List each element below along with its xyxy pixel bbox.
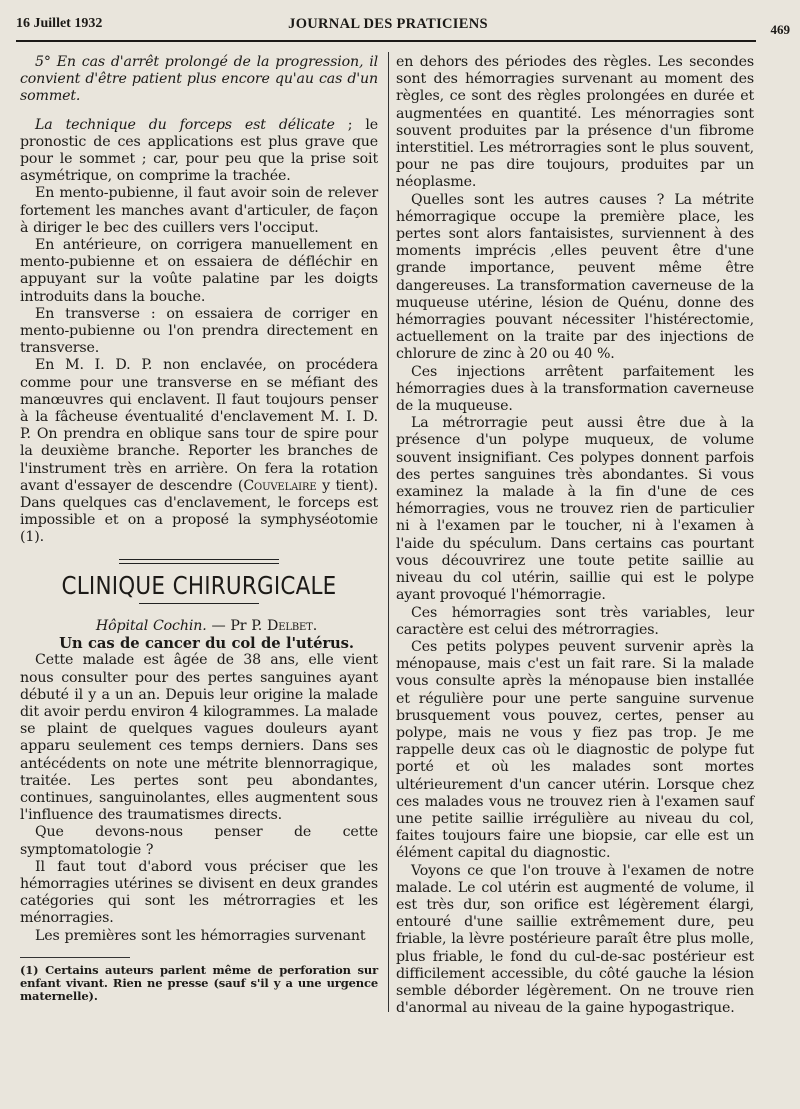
midp-text-1: En M. I. D. P. non enclavée, on procédera comme pour une transverse en se méfiant des manœuvres qui enclavent. Il faut toujours penser à la fâcheuse éventualité d'enclavement M. I. D. P. On prendra en oblique sans tour de spire pour la deuxième branche. Reporter les branches de l'instrument très en arrière. On fera la rotation avant d'essayer de descendre ( — [20, 357, 378, 494]
case-title: Un cas de cancer du col de l'utérus. — [59, 635, 354, 653]
case-paragraph-1: Cette malade est âgée de 38 ans, elle vient nous consulter pour des pertes sanguines ayant débuté il y a un an. Depuis leur origine la malade dit avoir perdu environ 4 kilogrammes. La malade se plaint de quelques vagues douleurs ayant apparu seulement ces temps derniers. Dans ses antécédents on note une métrite blennorragique, traitée. Les pertes sont peu abondantes, continues, sanguinolantes, elles augmentent sous l'influence des traumatismes directs. — [20, 652, 378, 824]
paragraph-forceps — [20, 117, 378, 186]
right-paragraph-6: Ces petits polypes peuvent survenir après la ménopause, mais c'est un fait rare. Si la malade vous consulte après la ménopause bien installée et régulière pour une perte sanguine survenue brusquement vous pouvez, certes, penser au polype, mais ne vous y fiez pas trop. Je me rappelle deux cas où le diagnostic de polype fut porté et où les malades sont mortes ultérieurement d'un cancer utérin. Lorsque chez ces malades vous ne trouvez rien à l'examen sauf une petite saillie irrégulière au niveau du col, faites toujours faire une biopsie, car elle est un élément capital du diagnostic. — [396, 638, 754, 862]
item-number: 5° — [35, 54, 51, 70]
forceps-rest: ; le pronostic de ces applications est plus grave que pour le sommet ; car, pour peu que la prise soit asymétrique, on comprime la trachée. — [20, 116, 378, 185]
author-couvelaire: Couvelaire — [243, 477, 317, 494]
header-rule — [16, 40, 756, 42]
paragraph-transverse: En transverse : on essaiera de corriger en mento-pubienne ou l'on prendra directement en transverse. — [20, 305, 378, 357]
midp-text-2: y tient). Dans quelques cas d'enclavement, le forceps est impossible et on a proposé la symphyséotomie (1). — [20, 477, 378, 546]
hospital-line — [20, 618, 378, 635]
right-paragraph-1: en dehors des périodes des règles. Les secondes sont des hémorragies survenant au moment des règles, ce sont des règles prolongées en durée et augmentées en quantité. Les ménorragies sont souvent produites par la présence d'un fibrome interstitiel. Les métrorragies sont le plus souvent, pour ne pas dire toujours, produites par un néoplasme. — [396, 54, 754, 191]
journal-title: JOURNAL DES PRATICIENS — [288, 16, 488, 32]
paragraph-midp — [20, 357, 378, 546]
hospital-name: Hôpital Cochin. — [95, 617, 207, 634]
right-column — [396, 54, 754, 1017]
right-paragraph-3: Ces injections arrêtent parfaitement les hémorragies dues à la transformation caverneuse de la muqueuse. — [396, 363, 754, 415]
paragraph-anterieure: En antérieure, on corrigera manuellement en mento-pubienne et on essaiera de défléchir en appuyant sur la voûte palatine par les doigts introduits dans la bouche. — [20, 237, 378, 305]
page-number: 469 — [770, 22, 790, 37]
professor-name: Delbet. — [266, 617, 318, 634]
left-column — [20, 54, 378, 1003]
hospital-sep: — Pr P. — [206, 617, 267, 634]
section-title-underline — [139, 603, 259, 604]
forceps-lead: La technique du forceps est délicate — [35, 116, 335, 133]
footnote-rule — [20, 957, 130, 958]
header-date: 16 Juillet 1932 — [16, 16, 103, 31]
case-paragraph-4: Les premières sont les hémorragies survenant — [35, 927, 366, 944]
item-text: En cas d'arrêt prolongé de la progression, il convient d'être patient plus encore qu'au cas d'un sommet. — [20, 54, 378, 105]
section-separator — [119, 559, 279, 564]
section-title: CLINIQUE CHIRURGICALE — [61, 571, 337, 601]
case-paragraph-3: Il faut tout d'abord vous préciser que les hémorragies utérines se divisent en deux grandes catégories qui sont les métrorragies et les ménorragies. — [20, 858, 378, 927]
right-paragraph-4: La métrorragie peut aussi être due à la présence d'un polype muqueux, de volume souvent insignifiant. Ces polypes donnent parfois des pertes sanguines très abondantes. Si vous examinez la malade à la fin d'une de ces hémorragies, vous ne trouvez rien de particulier ni à l'examen par le toucher, ni à l'examen à l'aide du spéculum. Dans certains cas pourtant vous découvrirez une toute petite saillie au niveau du col utérin, saillie qui est le polype ayant provoqué l'hémorragie. — [396, 415, 754, 604]
footnote: (1) Certains auteurs parlent même de perforation sur enfant vivant. Rien ne presse (sauf s'il y a une urgence maternelle). — [20, 962, 378, 1003]
running-header — [16, 14, 790, 37]
column-divider — [388, 52, 389, 1012]
case-paragraph-2: Que devons-nous penser de cette symptomatologie ? — [20, 824, 378, 858]
right-paragraph-7: Voyons ce que l'on trouve à l'examen de notre malade. Le col utérin est augmenté de volume, il est très dur, son orifice est légèrement élargi, entouré d'une saillie extrêmement dure, peu friable, la lèvre postérieure paraît être plus molle, plus friable, le fond du cul-de-sac postérieur est difficilement accessible, du côté gauche la lésion semble déborder légèrement. On ne trouve rien d'anormal au niveau de la gaine hypogastrique. — [396, 862, 754, 1017]
paragraph-progression — [20, 54, 378, 106]
right-paragraph-2: Quelles sont les autres causes ? La métrite hémorragique occupe la première place, les pertes sont alors fantaisistes, surviennent à des moments imprécis ,elles peuvent être d'une grande importance, peuvent même être dangereuses. La transformation caverneuse de la muqueuse utérine, lésion de Quénu, donne des hémorragies pouvant nécessiter l'histérectomie, actuellement on la traite par des injections de chlorure de zinc à 20 ou 40 %. — [396, 191, 754, 363]
paragraph-mento-pubienne: En mento-pubienne, il faut avoir soin de relever fortement les manches avant d'articuler, de façon à diriger le bec des cuillers vers l'occiput. — [20, 185, 378, 236]
right-paragraph-5: Ces hémorragies sont très variables, leur caractère est celui des métrorragies. — [396, 604, 754, 638]
